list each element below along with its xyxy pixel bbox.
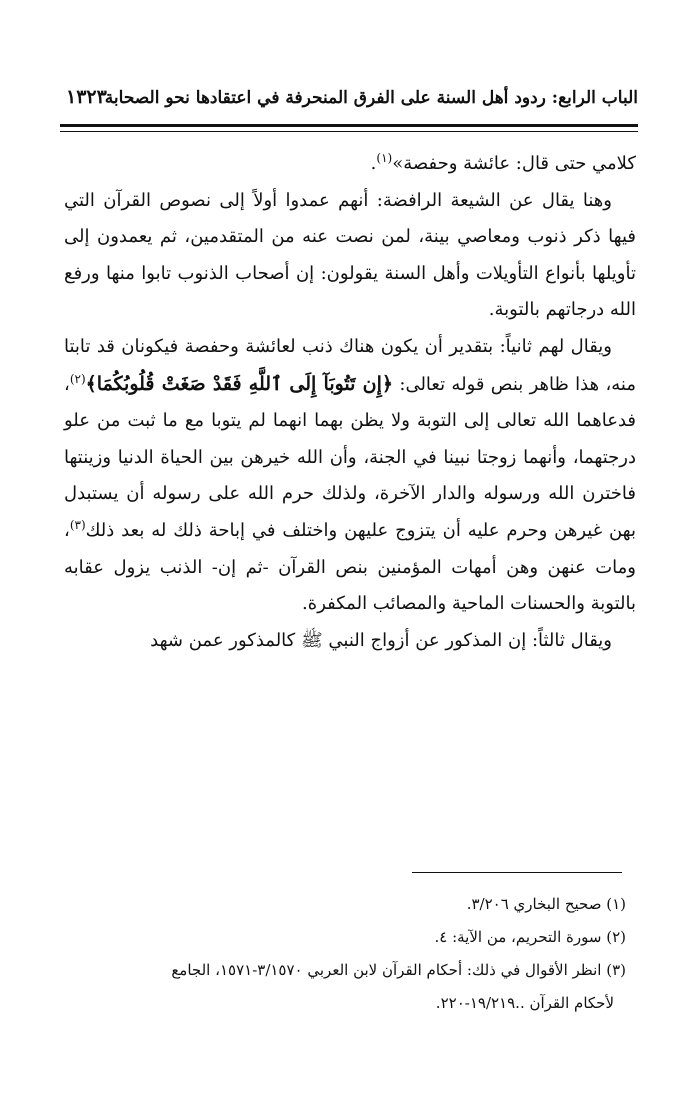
paragraph-3-before: ويقال لهم ثانياً: بتقدير أن يكون هناك ذنب لعائشة وحفصة فيكونان قد تابتا منه، هذا ظاهر بنص قوله تعالى: <box>64 335 636 395</box>
main-text <box>64 146 636 659</box>
footnote-3-continued: لأحكام القرآن ..١٩/٢١٩-٢٢٠. <box>435 994 614 1012</box>
paragraph-3-middle: ، فدعاهما الله تعالى إلى التوبة ولا يظن بهما انهما لم يتوبا مع ما ثبت من علو درجتهما، وأنهما زوجتا نبينا في الجنة، وأن الله خيرهن بين الحياة الدنيا وزينتها فاخترن الله ورسوله والدار الآخرة، ولذلك حرم الله على رسوله أن يستبدل بهن غيرهن وحرم عليه أن يتزوج عليهن واختلف في إباحة ذلك له بعد ذلك <box>64 373 636 541</box>
page-number: ١٣٢٣ <box>66 86 107 108</box>
header-rule-thick <box>60 124 638 127</box>
footnote-2: (٢) سورة التحريم، من الآية: ٤. <box>434 928 626 946</box>
footnotes <box>64 888 636 1020</box>
header-rule-thin <box>60 131 638 132</box>
paragraph-1-text: كلامي حتى قال: عائشة وحفصة» <box>392 153 636 174</box>
footnote-ref-1: (١) <box>376 151 393 165</box>
chapter-title: الباب الرابع: ردود أهل السنة على الفرق المنحرفة في اعتقادها نحو الصحابة <box>104 88 638 108</box>
footnote-ref-3: (٣) <box>69 517 86 532</box>
paragraph-1 <box>64 146 636 183</box>
paragraph-3 <box>64 329 636 623</box>
footnote-1: (١) صحيح البخاري ٣/٢٠٦. <box>466 895 626 913</box>
quran-verse: ﴿إِن تَتُوبَآ إِلَى ٱللَّهِ فَقَدْ صَغَتْ قُلُوبُكُمَا﴾ <box>85 372 394 395</box>
paragraph-1-end: . <box>370 153 377 174</box>
footnote-separator <box>412 872 622 873</box>
running-header <box>60 82 638 118</box>
footnote-3: (٣) انظر الأقوال في ذلك: أحكام القرآن لابن العربي ٣/١٥٧٠-١٥٧١، الجامع <box>171 961 626 979</box>
paragraph-3-after: ، ومات عنهن وهن أمهات المؤمنين بنص القرآن -ثم إن- الذنب يزول عقابه بالتوبة والحسنات الماحية والمصائب المكفرة. <box>64 519 636 615</box>
footnote-ref-2: (٢) <box>69 371 86 386</box>
paragraph-4: ويقال ثالثاً: إن المذكور عن أزواج النبي ﷺ كالمذكور عمن شهد <box>150 629 612 651</box>
paragraph-2: وهنا يقال عن الشيعة الرافضة: أنهم عمدوا أولاً إلى نصوص القرآن التي فيها ذكر ذنوب ومعاصي بينة، لمن نصت عنه من المتقدمين، ثم يعمدون إلى تأويلها بأنواع التأويلات وأهل السنة يقولون: إن أصحاب الذنوب تابوا منها ورفع الله درجاتهم بالتوبة. <box>64 189 636 321</box>
